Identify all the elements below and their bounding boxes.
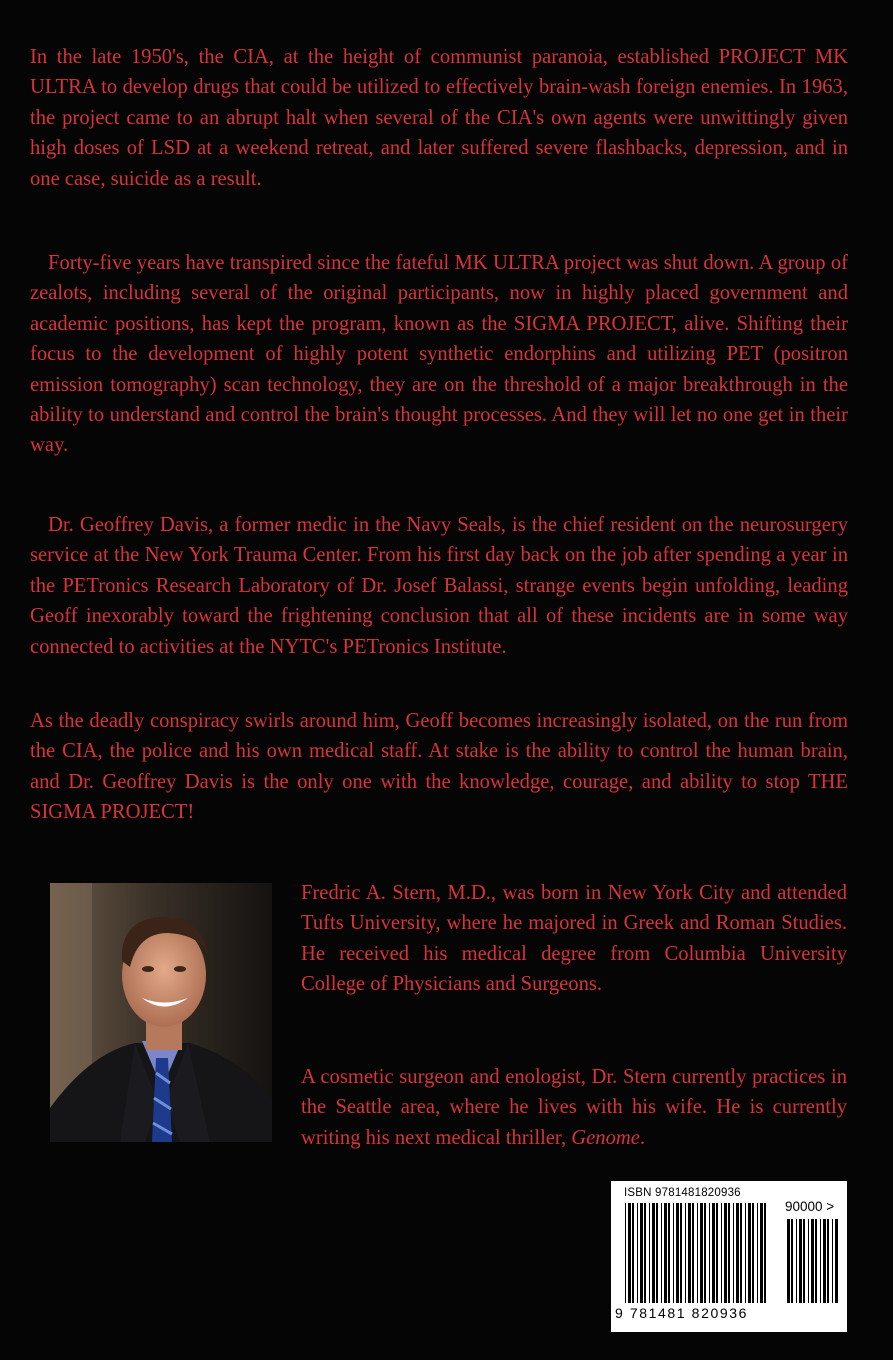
isbn-label: ISBN 9781481820936 (624, 1187, 741, 1199)
synopsis-paragraph-3: Dr. Geoffrey Davis, a former medic in the Navy Seals, is the chief resident on the neurosurgery service at the New York Trauma Center. From his first day back on the job after spending a year in the PETronics Research Laboratory of Dr. Josef Balassi, strange events begin unfolding, leading Geoff inexorably toward the frightening conclusion that all of these incidents are in some way connected to activities at the NYTC's PETronics Institute. (30, 514, 848, 658)
author-bio-paragraph-2 (301, 1062, 847, 1153)
synopsis-paragraph-2: Forty-five years have transpired since the fateful MK ULTRA project was shut down. A group of zealots, including several of the original participants, now in highly placed government and academic positions, has kept the program, known as the SIGMA PROJECT, alive. Shifting their focus to the development of highly potent synthetic endorphins and utilizing PET (positron emission tomography) scan technology, they are on the threshold of a major breakthrough in the ability to understand and control the brain's thought processes. And they will let no one get in their way. (30, 252, 848, 457)
price-code: 90000 > (785, 1199, 835, 1214)
author-portrait-image (50, 883, 272, 1142)
author-photo (50, 883, 272, 1142)
author-bio-paragraph-1: Fredric A. Stern, M.D., was born in New York City and attended Tufts University, where he majored in Greek and Roman Studies. He received his medical degree from Columbia University College of Physicians and Surgeons. (301, 882, 847, 996)
author-bio-period: . (639, 1126, 646, 1149)
ean-digits: 9 781481 820936 (615, 1305, 748, 1321)
next-book-title: Genome (571, 1126, 640, 1149)
author-bio-text: A cosmetic surgeon and enologist, Dr. Stern currently practices in the Seattle area, where he lives with his wife. He is currently writing his next medical thriller, (301, 1066, 847, 1149)
synopsis-paragraph-1: In the late 1950's, the CIA, at the height of communist paranoia, established PROJECT MK ULTRA to develop drugs that could be utilized to effectively brain-wash foreign enemies. In 1963, the project came to an abrupt halt when several of the CIA's own agents were unwittingly given high doses of LSD at a weekend retreat, and later suffered severe flashbacks, depression, and in one case, suicide as a result. (30, 46, 848, 190)
synopsis-paragraph-4: As the deadly conspiracy swirls around him, Geoff becomes increasingly isolated, on the run from the CIA, the police and his own medical staff. At stake is the ability to control the human brain, and Dr. Geoffrey Davis is the only one with the knowledge, courage, and ability to stop THE SIGMA PROJECT! (30, 710, 848, 824)
isbn-barcode-box (611, 1181, 847, 1332)
